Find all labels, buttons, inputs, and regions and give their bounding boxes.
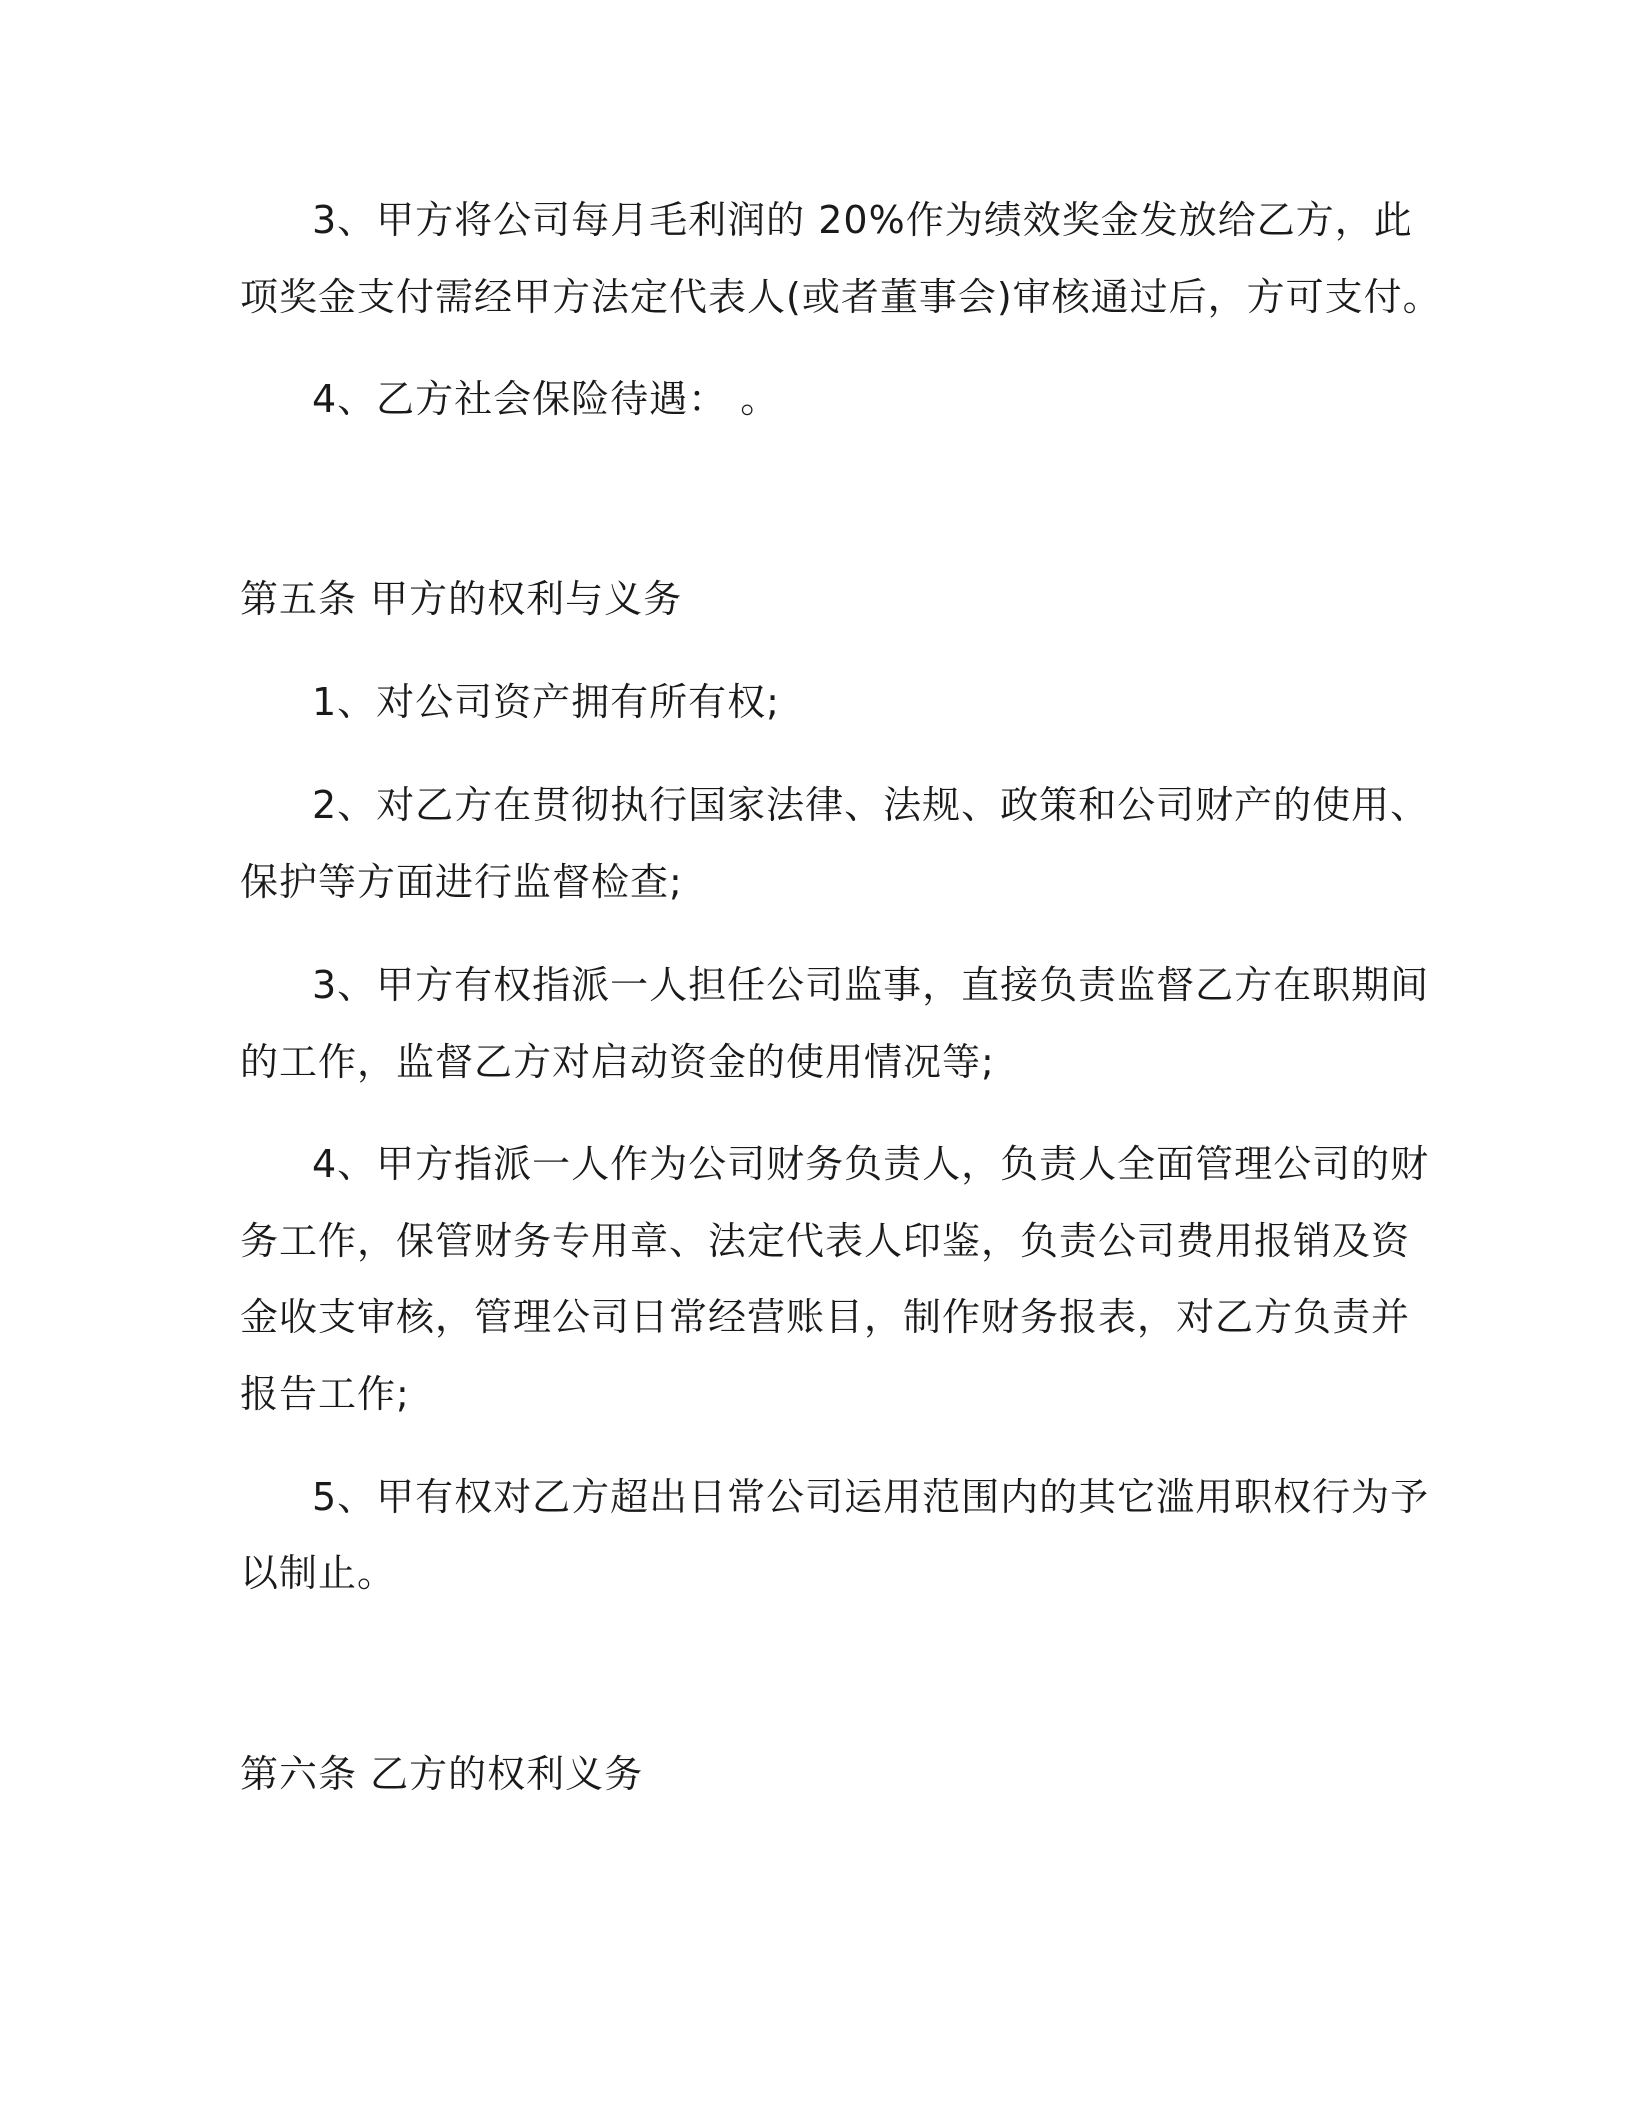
paragraph-line: 3、甲方将公司每月毛利润的 20%作为绩效奖金发放给乙方，此 bbox=[312, 198, 1413, 242]
paragraph-line: 项奖金支付需经甲方法定代表人(或者董事会)审核通过后，方可支付。 bbox=[240, 275, 1442, 319]
paragraph-line: 保护等方面进行监督检查; bbox=[240, 860, 683, 904]
paragraph-line: 报告工作; bbox=[240, 1372, 410, 1416]
paragraph-line: 4、乙方社会保险待遇： 。 bbox=[312, 377, 780, 421]
paragraph-line: 2、对乙方在贯彻执行国家法律、法规、政策和公司财产的使用、 bbox=[312, 783, 1430, 827]
section-heading: 第五条 甲方的权利与义务 bbox=[240, 577, 683, 621]
paragraph-line: 3、甲方有权指派一人担任公司监事，直接负责监督乙方在职期间 bbox=[312, 963, 1430, 1007]
paragraph-line: 以制止。 bbox=[240, 1551, 397, 1595]
paragraph-line: 4、甲方指派一人作为公司财务负责人，负责人全面管理公司的财 bbox=[312, 1142, 1430, 1186]
paragraph-line: 务工作，保管财务专用章、法定代表人印鉴，负责公司费用报销及资 bbox=[240, 1219, 1411, 1263]
paragraph-line: 金收支审核，管理公司日常经营账目，制作财务报表，对乙方负责并 bbox=[240, 1295, 1411, 1339]
paragraph-line: 1、对公司资产拥有所有权; bbox=[312, 680, 780, 724]
paragraph-line: 5、甲有权对乙方超出日常公司运用范围内的其它滥用职权行为予 bbox=[312, 1475, 1430, 1519]
section-heading: 第六条 乙方的权利义务 bbox=[240, 1752, 644, 1796]
paragraph-line: 的工作，监督乙方对启动资金的使用情况等; bbox=[240, 1040, 995, 1084]
